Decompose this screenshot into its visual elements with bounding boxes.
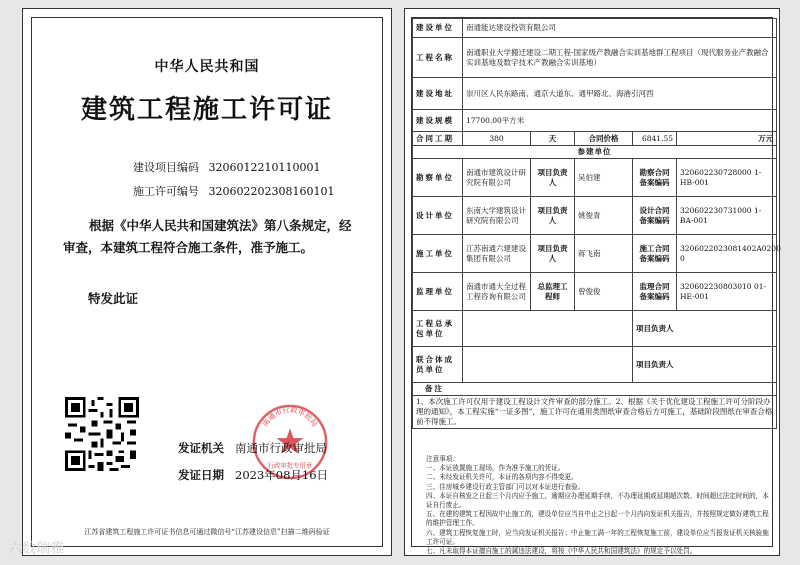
address-value: 崇川区人民东路南、通京大道东、通甲路北、海港引河西: [463, 78, 777, 110]
participant-lead-label: 总监理工程师: [531, 273, 575, 311]
participant-record-label: 勘察合同备案编码: [633, 159, 677, 197]
participant-lead-label: 项目负责人: [531, 159, 575, 197]
permit-no-label: 施工许可编号: [133, 185, 199, 198]
permit-no-value: 320602202308160101: [208, 185, 335, 198]
general-contractor-row: [413, 311, 777, 347]
participant-role: 设计单位: [413, 197, 463, 235]
participant-lead: 吴伯建: [575, 159, 633, 197]
project-code-value: 3206012210110001: [208, 161, 321, 174]
participant-record-label: 监理合同备案编码: [633, 273, 677, 311]
joint-venture-row: [413, 347, 777, 383]
price-unit: 万元: [677, 132, 777, 146]
authority-value: 南通市行政审批局: [235, 441, 327, 455]
participant-row: [413, 159, 777, 197]
watermark-text: 六数瑞雅: [8, 541, 64, 557]
participant-row: [413, 273, 777, 311]
participant-record: 320602230728000 1-HB-001: [677, 159, 777, 197]
address-label: 建设地址: [413, 78, 463, 110]
note-item: 三、住房城乡建设行政主管部门可以对本证进行查验。: [426, 482, 585, 491]
joint-venture-value: [463, 347, 633, 383]
permit-no-row: [133, 183, 334, 199]
remark-label: 备注: [413, 383, 777, 396]
build-unit-value: 南通能达建设投资有限公司: [463, 19, 777, 38]
note-item: 四、本证自核发之日起三个月内应予施工，逾期应办理延期手续，不办理延期或延期超次数、时间超过法定时间的，本证自行废止。: [426, 491, 769, 510]
issue-date-label: 发证日期: [178, 468, 224, 482]
participant-name: 南通市建筑设计研究院有限公司: [463, 159, 531, 197]
project-name-row: [413, 38, 777, 78]
remark-text: 1、本次施工许可仅用于建设工程设计文件审查的部分施工。2、根据《关于优化建设工程施工许可分阶段办理的通知》，本工程实施“一证多图”，施工许可在通用类图纸审查合格后方可施工，基础阶段图纸在审查合格前不得施工。: [413, 396, 777, 429]
participant-name: 东南大学建筑设计研究院有限公司: [463, 197, 531, 235]
price-label: 合同价格: [575, 132, 633, 146]
project-name-label: 工程名称: [413, 38, 463, 78]
gc-lead-label: 项目负责人: [633, 311, 777, 347]
participant-lead: 曾俊俊: [575, 273, 633, 311]
joint-venture-label: 联合体成员单位: [413, 347, 463, 383]
participant-lead: 姚俊青: [575, 197, 633, 235]
participant-record: 320602230803010 01-HE-001: [677, 273, 777, 311]
scale-label: 建设规模: [413, 110, 463, 132]
duration-label: 合同工期: [413, 132, 463, 146]
seal-bottom-text: 行政审批专用章: [267, 462, 313, 470]
permit-title: 建筑工程施工许可证: [80, 95, 333, 125]
issue-statement: 特发此证: [88, 291, 139, 306]
participant-record: 320602230731000 1-BA-001: [677, 197, 777, 235]
participant-row: [413, 197, 777, 235]
participants-header: 参建单位: [413, 146, 777, 159]
participant-lead: 蒋飞南: [575, 235, 633, 273]
contract-row: [413, 132, 777, 146]
seal-text: 南通市行政审批局: [260, 405, 320, 429]
note-item: 五、在建的建筑工程因故中止施工的，建设单位应当自中止之日起一个月内向发证机关报告，并按照规定做好建筑工程的维护管理工作。: [426, 510, 769, 528]
participant-lead-label: 项目负责人: [531, 235, 575, 273]
verification-footnote: 江苏省建筑工程施工许可证书信息可通过微信号“江苏建设信息”扫描二维码验证: [84, 528, 330, 536]
country-title: 中华人民共和国: [154, 59, 260, 75]
duration-value: 380: [463, 132, 531, 146]
participant-role: 勘察单位: [413, 159, 463, 197]
participant-record-label: 施工合同备案编码: [633, 235, 677, 273]
participant-role: 施工单位: [413, 235, 463, 273]
participant-record: 3206022023081402A0200 0: [677, 235, 777, 273]
note-item: 二、未经发证机关许可，本证的各项内容不得变更。: [426, 473, 578, 482]
general-contractor-value: [463, 311, 633, 347]
issue-date-value: 2023年08月16日: [235, 468, 329, 482]
note-item: 七、凡未取得本证擅自施工的属违法建设，将按《中华人民共和国建筑法》的规定予以处罚。: [426, 547, 697, 556]
duration-unit: 天: [531, 132, 575, 146]
jv-lead-label: 项目负责人: [633, 347, 777, 383]
scale-row: [413, 110, 777, 132]
notes-block: [426, 455, 774, 556]
participants-header-row: [413, 146, 777, 159]
participant-name: 南通市通大全过程工程咨询有限公司: [463, 273, 531, 311]
project-name-value: 南通职业大学搬迁建设二期工程-国家级产教融合实训基地群工程项目（现代服务业产教融合实训基地及数字技术产教融合实训基地）: [463, 38, 777, 78]
permit-statement: 根据《中华人民共和国建筑法》第八条规定，经审查，本建筑工程符合施工条件，准予施工。: [63, 218, 352, 255]
scale-value: 17700.00平方米: [463, 110, 777, 132]
price-value: 6841.55: [633, 132, 677, 146]
project-code-row: [133, 159, 320, 175]
general-contractor-label: 工程总承包单位: [413, 311, 463, 347]
remark-header-row: [413, 383, 777, 396]
svg-text:南通市行政审批局: [260, 405, 319, 428]
participant-name: 江苏南通六建建设集团有限公司: [463, 235, 531, 273]
build-unit-row: [413, 19, 777, 38]
participant-row: [413, 235, 777, 273]
permit-detail-page: [404, 8, 780, 556]
address-row: [413, 78, 777, 110]
remark-row: [413, 396, 777, 429]
permit-detail-table: [412, 18, 781, 429]
note-item: 一、本证放置施工现场，作为准予施工的凭证。: [426, 464, 565, 473]
notes-title: 注意事项：: [426, 455, 459, 463]
project-code-label: 建设项目编码: [133, 161, 199, 174]
permit-front-page: [22, 8, 392, 556]
build-unit-label: 建设单位: [413, 19, 463, 38]
qr-code-icon[interactable]: [65, 397, 139, 471]
participant-role: 监理单位: [413, 273, 463, 311]
note-item: 六、建筑工程恢复施工时，应当向发证机关报告；中止施工满一年的工程恢复施工前，建设单位应当报发证机关核验施工许可证。: [426, 528, 769, 546]
participant-record-label: 设计合同备案编码: [633, 197, 677, 235]
authority-label: 发证机关: [178, 441, 224, 455]
participant-lead-label: 项目负责人: [531, 197, 575, 235]
detail-border: [411, 17, 781, 556]
